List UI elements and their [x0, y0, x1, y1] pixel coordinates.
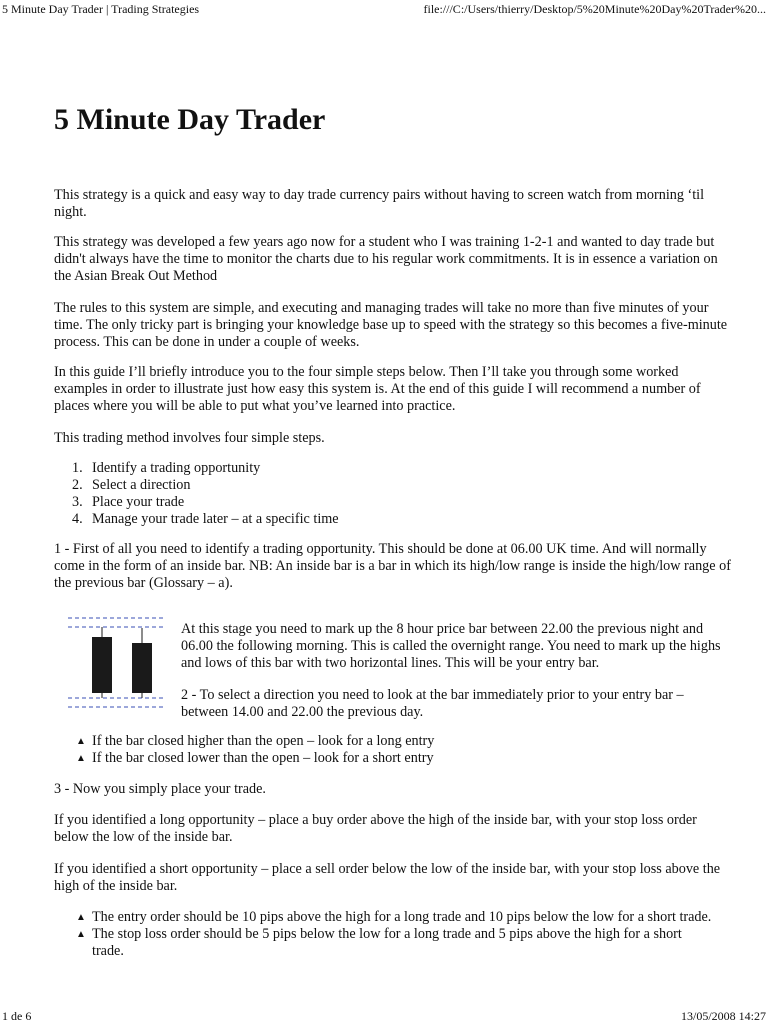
inside-bar-diagram — [66, 614, 168, 714]
list-item: ▲ The entry order should be 10 pips above the high for a long trade and 10 pips below the low for a short trade. — [76, 909, 712, 925]
triangle-bullet-icon: ▲ — [76, 929, 86, 940]
entry-bar-paragraph: At this stage you need to mark up the 8 hour price bar between 22.00 the previous night and 06.00 the following morning. This is called the overnight range. You need to mark up the highs and lows of this bar with two horizontal lines. This will be your entry bar. — [181, 621, 721, 671]
rules-paragraph: The rules to this system are simple, and executing and managing trades will take no more than five minutes of your time. The only tricky part is bringing your knowledge base up to speed with the strategy so this becomes a five-minute process. This can be done in under a couple of weeks. — [54, 300, 728, 350]
step2-paragraph: 2 - To select a direction you need to look at the bar immediately prior to your entry bar – between 14.00 and 22.00 the previous day. — [181, 687, 684, 720]
triangle-bullet-icon: ▲ — [76, 753, 86, 764]
header-file-url: file:///C:/Users/thierry/Desktop/5%20Minute%20Day%20Trader%20... — [423, 2, 766, 16]
page-number: 1 de 6 — [2, 1009, 32, 1023]
direction-list — [74, 733, 714, 767]
list-item: 1. Identify a trading opportunity — [72, 460, 261, 476]
step3-paragraph: 3 - Now you simply place your trade. — [54, 781, 266, 797]
print-timestamp: 13/05/2008 14:27 — [680, 1009, 766, 1023]
list-item: ▲ If the bar closed higher than the open – look for a long entry — [76, 733, 435, 749]
intro-paragraph: This strategy is a quick and easy way to day trade currency pairs without having to screen watch from morning ‘til night. — [54, 187, 705, 220]
list-item: 2. Select a direction — [72, 477, 191, 493]
order-list — [74, 909, 714, 960]
list-item: ▲ The stop loss order should be 5 pips below the low for a long trade and 5 pips above the high for a short trade. — [76, 926, 682, 959]
history-paragraph: This strategy was developed a few years ago now for a student who I was training 1-2-1 and wanted to day trade but didn't always have the time to monitor the charts due to his regular work commitments. It is in essence a variation on the Asian Break Out Method — [54, 234, 718, 284]
step1-paragraph: 1 - First of all you need to identify a trading opportunity. This should be done at 06.00 UK time. And will normally come in the form of an inside bar. NB: An inside bar is a bar in which its high/low range is inside the high/low range of the previous bar (Glossary – a). — [54, 541, 731, 591]
list-item: ▲ If the bar closed lower than the open – look for a short entry — [76, 750, 434, 766]
steps-list — [72, 460, 339, 528]
header-page-title: 5 Minute Day Trader | Trading Strategies — [2, 2, 200, 16]
list-item: 4. Manage your trade later – at a specific time — [72, 511, 339, 527]
long-opportunity-paragraph: If you identified a long opportunity – place a buy order above the high of the inside bar, with your stop loss order below the low of the inside bar. — [54, 812, 697, 845]
document-title: 5 Minute Day Trader — [54, 103, 326, 136]
inside-candle — [132, 643, 152, 693]
triangle-bullet-icon: ▲ — [76, 912, 86, 923]
guide-paragraph: In this guide I’ll briefly introduce you to the four simple steps below. Then I’ll take you through some worked examples in order to illustrate just how easy this system is. At the end of this guide I will recommend a number of places where you will be able to put what you’ve learned into practice. — [54, 364, 701, 414]
list-item: 3. Place your trade — [72, 494, 185, 510]
entry-candle — [92, 637, 112, 693]
steps-intro: This trading method involves four simple steps. — [54, 430, 325, 446]
short-opportunity-paragraph: If you identified a short opportunity – place a sell order below the low of the inside bar, with your stop loss above the high of the inside bar. — [54, 861, 721, 894]
triangle-bullet-icon: ▲ — [76, 736, 86, 747]
